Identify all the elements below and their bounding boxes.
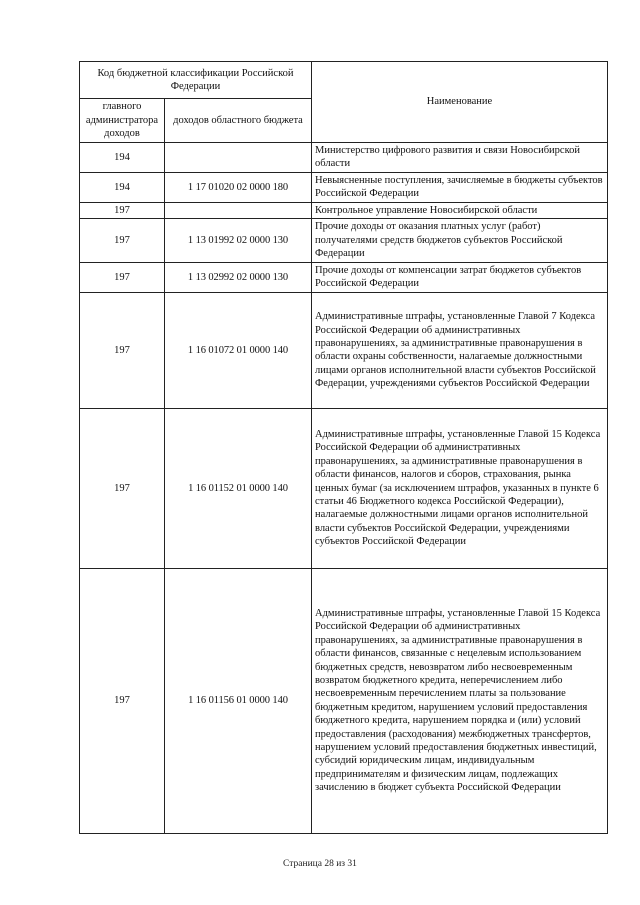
income-code <box>165 202 312 218</box>
header-row-top <box>80 62 608 99</box>
income-name: Невыясненные поступления, зачисляемые в бюджеты субъектов Российской Федерации <box>312 172 608 202</box>
income-code: 1 13 02992 02 0000 130 <box>165 263 312 293</box>
income-code: 1 16 01072 01 0000 140 <box>165 292 312 408</box>
administrator-code: 197 <box>80 568 165 833</box>
table-row <box>80 172 608 202</box>
regional-income-header: доходов областного бюджета <box>165 99 312 143</box>
income-name: Административные штрафы, установленные Главой 15 Кодекса Российской Федерации об административных правонарушениях, за административные правонарушения в области финансов, связанные с нецелевым использованием бюджетных средств, невозвратом либо несвоевременным возвратом бюджетного кредита, неперечислением либо несвоевременным перечислением платы за пользование бюджетным кредитом, нарушением условий предоставления бюджетного кредита, нарушением порядка и (или) условий предоставления (расходования) межбюджетных трансфертов, нарушением условий предоставления бюджетных инвестиций, субсидий юридическим лицам, индивидуальным предпринимателям и физическим лицам, подлежащих зачислению в бюджет субъекта Российской Федерации <box>312 568 608 833</box>
administrator-code: 197 <box>80 408 165 568</box>
income-name: Административные штрафы, установленные Главой 15 Кодекса Российской Федерации об административных правонарушениях, за административные правонарушения в области финансов, налогов и сборов, страхования, рынка ценных бумаг (за исключением штрафов, указанных в пункте 6 статьи 46 Бюджетного кодекса Российской Федерации), налагаемые должностными лицами органов исполнительной власти субъектов Российской Федерации, учреждениями субъектов Российской Федерации <box>312 408 608 568</box>
income-code: 1 17 01020 02 0000 180 <box>165 172 312 202</box>
administrator-code: 194 <box>80 172 165 202</box>
administrator-code: 197 <box>80 292 165 408</box>
main-administrator-header: главного администратора доходов <box>80 99 165 143</box>
budget-classification-table <box>79 61 608 834</box>
income-code: 1 13 01992 02 0000 130 <box>165 219 312 263</box>
income-code <box>165 143 312 173</box>
administrator-code: 194 <box>80 143 165 173</box>
table-row <box>80 568 608 833</box>
administrator-code: 197 <box>80 202 165 218</box>
page-number-footer: Страница 28 из 31 <box>283 859 357 869</box>
income-name: Министерство цифрового развития и связи Новосибирской области <box>312 143 608 173</box>
name-column-header: Наименование <box>312 62 608 143</box>
administrator-code: 197 <box>80 219 165 263</box>
income-name: Прочие доходы от компенсации затрат бюджетов субъектов Российской Федерации <box>312 263 608 293</box>
income-code: 1 16 01152 01 0000 140 <box>165 408 312 568</box>
income-name: Прочие доходы от оказания платных услуг (работ) получателями средств бюджетов субъектов Российской Федерации <box>312 219 608 263</box>
table-row <box>80 263 608 293</box>
classification-code-header: Код бюджетной классификации Российской Федерации <box>80 62 312 99</box>
table-row <box>80 292 608 408</box>
table-row <box>80 202 608 218</box>
income-name: Административные штрафы, установленные Главой 7 Кодекса Российской Федерации об административных правонарушениях, за административные правонарушения в области охраны собственности, налагаемые должностными лицами органов исполнительной власти субъектов Российской Федерации, учреждениями субъектов Российской Федерации <box>312 292 608 408</box>
table-row <box>80 143 608 173</box>
table-row <box>80 219 608 263</box>
table-row <box>80 408 608 568</box>
administrator-code: 197 <box>80 263 165 293</box>
income-code: 1 16 01156 01 0000 140 <box>165 568 312 833</box>
income-name: Контрольное управление Новосибирской области <box>312 202 608 218</box>
